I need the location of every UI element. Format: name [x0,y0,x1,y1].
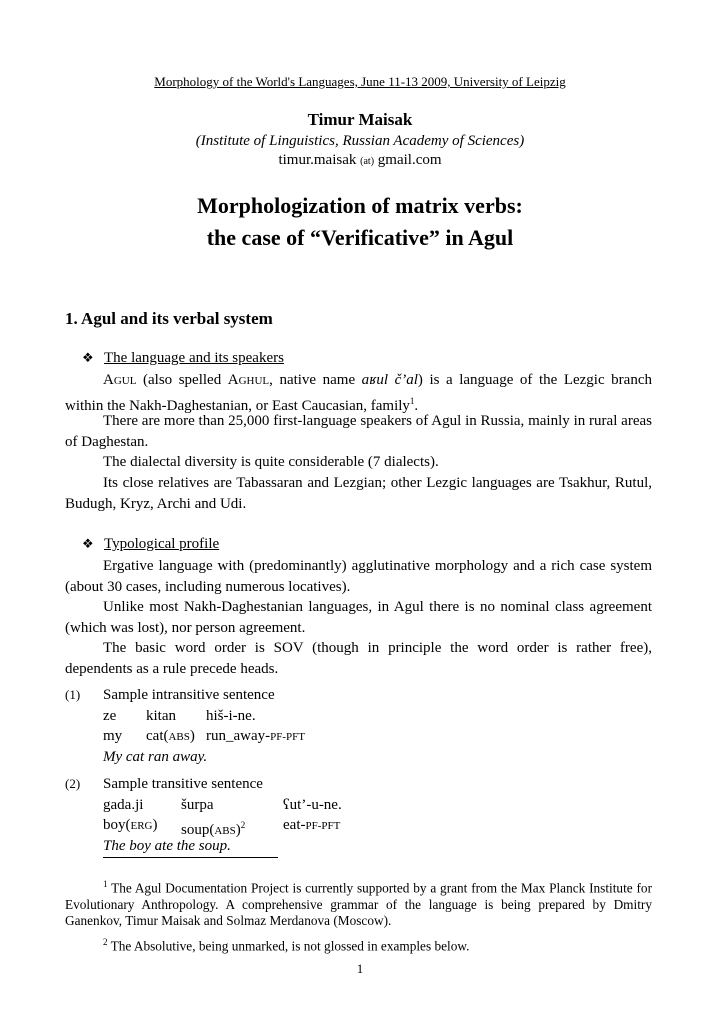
footnote-number: 2 [103,937,108,947]
example-label: Sample intransitive sentence [103,687,275,703]
example-label: Sample transitive sentence [103,776,263,792]
author-name: Timur Maisak [307,110,413,129]
paper-title-line1: Morphologization of matrix verbs: [197,193,523,218]
term-agul: Agul [103,372,137,388]
bullet-label: The language and its speakers [104,350,284,366]
paragraph: The dialectal diversity is quite considerable (7 dialects). [103,454,439,470]
word: šurpa [181,796,214,813]
email-at: (at) [360,156,375,167]
footnote-ref: 2 [240,820,246,830]
email-domain: gmail.com [377,152,442,168]
paragraph: Its close relatives are Tabassaran and Lezgian; other Lezgic languages are Tsakhur, Rutul, Budugh, Kryz, Archi and Udi. [65,475,652,512]
footnote-2: $^2$ The Absolutive, being unmarked, is not glossed in examples below. [103,937,470,954]
diamond-bullet-icon: ❖ [82,536,94,551]
gloss: boy(ERG) [103,817,158,833]
running-header: Morphology of the World's Languages, June 11-13 2009, University of Leipzig [154,74,566,89]
footnote-divider [103,857,278,858]
example-words [103,795,403,815]
word: ʕut’-u-ne. [283,796,342,813]
author-affiliation: (Institute of Linguistics, Russian Academy of Sciences) [195,133,525,149]
example-2 [65,774,655,858]
diamond-bullet-icon: ❖ [82,350,94,365]
section-heading: 1. Agul and its verbal system [65,309,273,328]
example-gloss [103,726,403,746]
footnote-1: $^1$ The Agul Documentation Project is currently supported by a grant from the Max Planck Institute for Evolutionary Anthropology. A comprehensive grammar of the language is being prepared by Dmitry Ganenkov, Timur Maisak and Solmaz Merdanova (Moscow). [65,879,652,929]
paragraph: There are more than 25,000 first-language speakers of Agul in Russia, mainly in rural areas of Daghestan. [65,413,652,450]
bullet-language-speakers [82,350,284,367]
word: hiš-i-ne. [206,707,256,724]
word: kitan [146,707,176,724]
paragraph: Unlike most Nakh-Daghestanian languages, in Agul there is no nominal class agreement (which was lost), nor person agreement. [65,599,652,636]
bullet-label: Typological profile [104,536,220,552]
example-1 [65,685,655,769]
gloss: my [103,728,123,744]
example-translation: The boy ate the soup. [103,837,231,854]
paragraph: Ergative language with (predominantly) agglutinative morphology and a rich case system (about 30 cases, including numerous locatives). [65,558,652,595]
footnote-ref: 1 [409,395,415,406]
page-number: 1 [356,961,364,976]
gloss: soup(ABS)$^2$ [181,820,246,838]
gloss: cat(ABS) [146,728,195,744]
footnote-number: 1 [103,879,108,889]
gloss: eat-PF-PFT [283,817,341,833]
paragraph: Agul (also spelled Aghul, native name aʁul č’al) is a language of the Lezgic branch within the Nakh-Daghestanian, or East Caucasian, family$^1$. [65,372,652,414]
paragraph: The basic word order is SOV (though in principle the word order is rather free), dependents as a rule precede heads. [65,640,652,677]
word: gada.ji [103,796,144,813]
term-aghul: Aghul [227,372,270,388]
email-user: timur.maisak [278,152,357,168]
paper-title-line2: the case of “Verificative” in Agul [206,225,514,250]
author-email [0,152,720,169]
word: ze [103,707,117,724]
example-number: (1) [65,687,81,702]
gloss: run_away-PF-PFT [206,728,305,744]
example-number: (2) [65,776,81,791]
native-name: aʁul č’al [361,372,418,388]
example-translation: My cat ran away. [103,748,208,765]
example-gloss [103,815,403,838]
example-words [103,706,403,726]
bullet-typological-profile [82,536,219,553]
